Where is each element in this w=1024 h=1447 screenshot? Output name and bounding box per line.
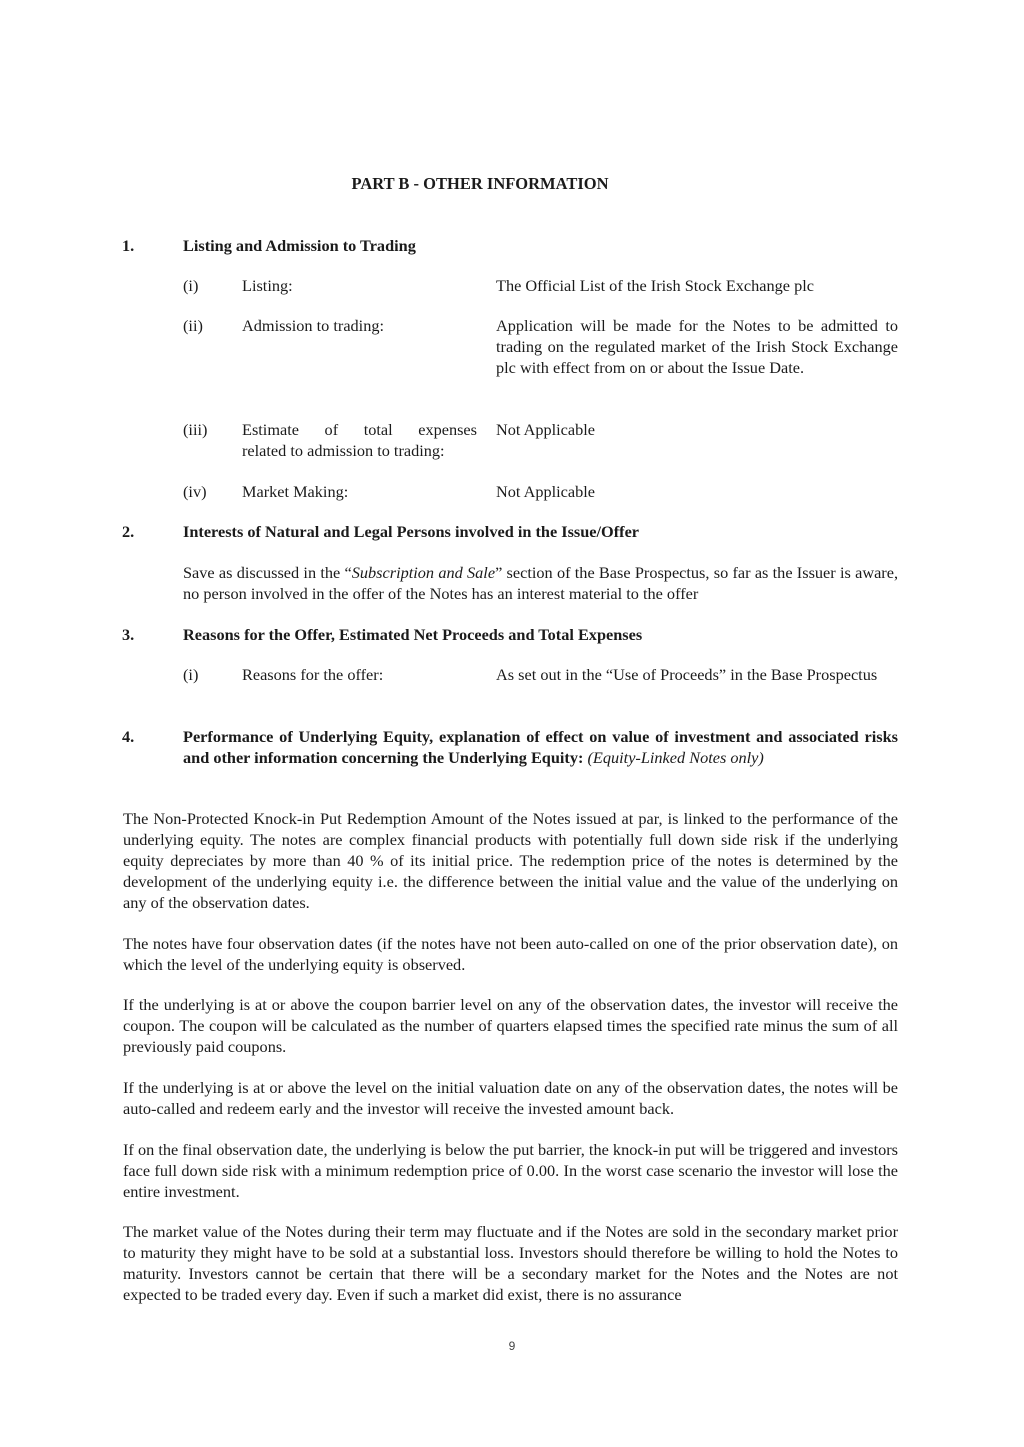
item-1-i-number: (i) [183, 276, 199, 295]
section-2-text-before: Save as discussed in the “ [183, 563, 352, 582]
item-1-iv-number: (iv) [183, 482, 207, 501]
section-2-text-italic: Subscription and Sale [351, 563, 496, 582]
item-1-ii-label: Admission to trading: [242, 316, 385, 335]
item-1-iii-number: (iii) [183, 420, 208, 439]
section-4-number: 4. [122, 727, 135, 746]
paragraph-2: The notes have four observation dates (if the notes have not been auto-called on one of the prior observation date), on which the level of the underlying equity is observed. [123, 934, 898, 974]
section-2-text [183, 562, 898, 604]
section-1-number: 1. [122, 236, 135, 255]
section-4-heading [183, 726, 898, 768]
item-1-ii-value: Application will be made for the Notes to be admitted to trading on the regulated market of the Irish Stock Exchange plc with effect from on or about the Issue Date. [496, 316, 898, 377]
paragraph-5: If on the final observation date, the underlying is below the put barrier, the knock-in put will be triggered and investors face full down side risk with a minimum redemption price of 0.00. In the worst case scenario the investor will lose the entire investment. [123, 1140, 898, 1201]
section-4-heading-text: Performance of Underlying Equity, explanation of effect on value of investment and associated risks and other information concerning the Underlying Equity: [183, 727, 898, 767]
item-3-i-value: As set out in the “Use of Proceeds” in the Base Prospectus [496, 665, 878, 684]
item-1-iii-label [242, 419, 477, 461]
paragraph-6: The market value of the Notes during their term may fluctuate and if the Notes are sold in the secondary market prior to maturity they might have to be sold at a substantial loss. Investors should therefore be willing to hold the Notes to maturity. Investors cannot be certain that there will be a secondary market for the Notes and the Notes are not expected to be traded every day. Even if such a market did exist, there is no assurance [123, 1222, 898, 1304]
section-2-text-after: ” section of the Base Prospectus, so far as the Issuer is aware, no person involved in the offer of the Notes has an interest material to the offer [183, 563, 899, 603]
section-3-heading: Reasons for the Offer, Estimated Net Proceeds and Total Expenses [183, 625, 643, 644]
section-2-heading: Interests of Natural and Legal Persons involved in the Issue/Offer [183, 522, 640, 541]
item-1-iv-label: Market Making: [242, 482, 349, 501]
section-4-heading-italic: (Equity-Linked Notes only) [587, 748, 764, 767]
page-number: 9 [508, 1339, 516, 1353]
item-3-i-label: Reasons for the offer: [242, 665, 384, 684]
section-3-number: 3. [122, 625, 135, 644]
paragraph-3: If the underlying is at or above the coupon barrier level on any of the observation dates, the investor will receive the coupon. The coupon will be calculated as the number of quarters elapsed times the specified rate minus the sum of all previously paid coupons. [123, 995, 898, 1056]
item-1-iv-value: Not Applicable [496, 482, 596, 501]
section-1-heading: Listing and Admission to Trading [183, 236, 416, 255]
item-1-iii-value: Not Applicable [496, 420, 596, 439]
paragraph-1: The Non-Protected Knock-in Put Redemption Amount of the Notes issued at par, is linked to the performance of the underlying equity. The notes are complex financial products with potentially full down side risk if the underlying equity depreciates by more than 40 % of its initial price. The redemption price of the notes is determined by the development of the underlying equity i.e. the difference between the initial value and the value of the underlying on any of the observation dates. [123, 809, 898, 912]
item-3-i-number: (i) [183, 665, 199, 684]
section-2-number: 2. [122, 522, 135, 541]
page-title: PART B - OTHER INFORMATION [351, 174, 609, 193]
item-1-iii-label-line1: Estimate of total expenses [242, 420, 477, 439]
item-1-i-value: The Official List of the Irish Stock Exchange plc [496, 276, 814, 295]
item-1-iii-label-line2: related to admission to trading: [242, 441, 445, 460]
item-1-i-label: Listing: [242, 276, 293, 295]
item-1-ii-number: (ii) [183, 316, 203, 335]
paragraph-4: If the underlying is at or above the level on the initial valuation date on any of the observation dates, the notes will be auto-called and redeem early and the investor will receive the invested amount back. [123, 1078, 898, 1118]
